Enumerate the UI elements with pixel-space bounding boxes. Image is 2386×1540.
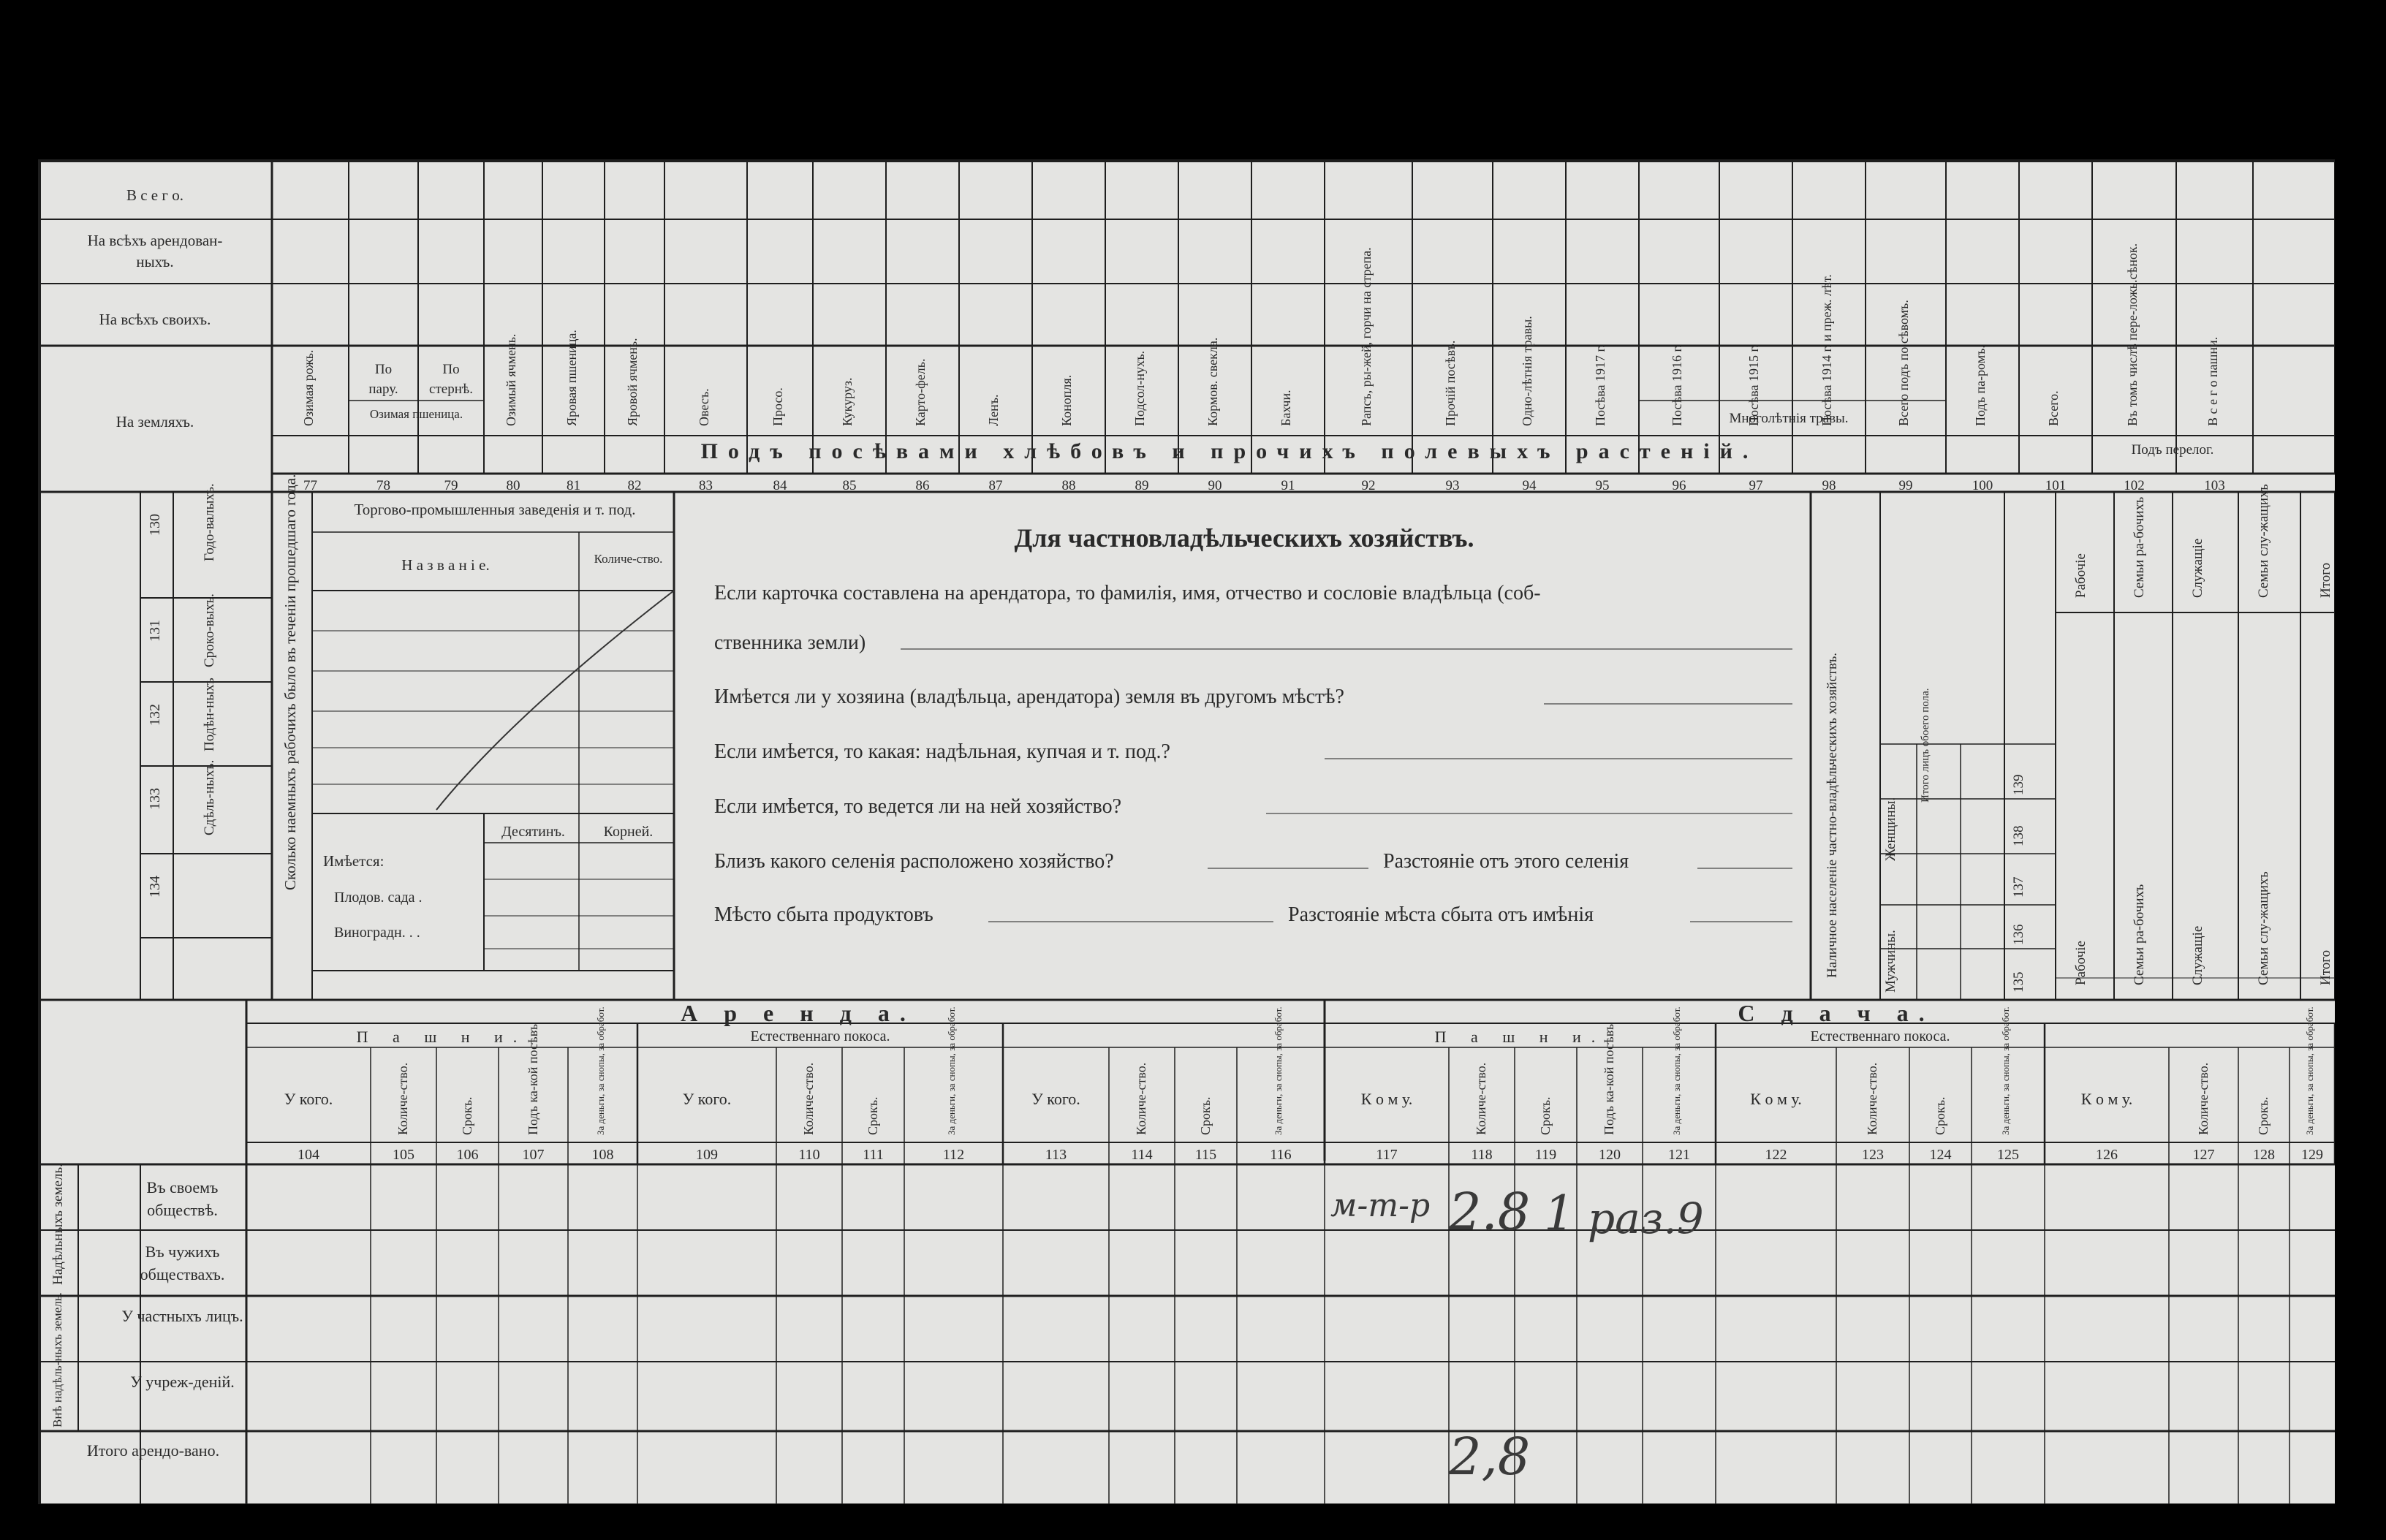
crop-header: Овесъ. [696,388,711,426]
lease-col-number: 126 [2096,1147,2118,1163]
lease-col-header: За деньги, за снопы, за обработ. [2000,1006,2011,1135]
sdacha-title: С д а ч а. [1738,1000,1935,1026]
lease-col-header: За деньги, за снопы, за обработ. [945,1006,957,1135]
lease-col-header: Количе-ство. [801,1062,816,1135]
q-market: Мѣсто сбыта продуктовъ [714,903,933,926]
crop-header: Кукуруз. [840,377,855,426]
lease-col-number: 114 [1131,1147,1153,1163]
pop-col-top: Семьи ра-бочихъ [2132,496,2147,598]
pop-num: 137 [2011,876,2026,898]
crop-column-number: 97 [1749,478,1763,493]
lease-col-number: 108 [591,1147,614,1163]
lease-col-number: 105 [393,1147,414,1163]
lease-col-number: 120 [1599,1147,1621,1163]
pop-num: 139 [2011,774,2026,795]
lease-col-number: 104 [298,1147,319,1163]
lease-col-number: 121 [1668,1147,1690,1163]
lease-col-number: 128 [2253,1147,2275,1163]
crop-header: Подсол-нухъ. [1132,350,1147,426]
crop-header: Озимая рожь. [300,349,316,426]
crop-header: Посѣва 1915 г. [1746,344,1761,426]
crop-header: Ленъ. [986,394,1001,426]
hired-num: 133 [147,788,163,810]
lease-col-header: Срокъ. [1197,1096,1213,1135]
crop-header: По пару. [368,362,398,397]
crop-column-number: 83 [699,478,713,493]
crop-header: Одно-лѣтнія травы. [1520,316,1534,426]
lease-col-header: За деньги, за снопы, за обработ. [1273,1006,1284,1135]
row-label-na-zemlyah: На земляхъ. [115,413,194,430]
sdacha-pashni: П а ш н и. [1434,1028,1606,1046]
crop-header: Въ томъ числѣ пере-ложь.сѣнок. [2124,243,2140,426]
lease-col-header: У кого. [682,1090,732,1108]
pop-col-bottom: Итого [2318,949,2333,985]
crop-header: Яровая пшеница. [564,330,579,426]
pop-col-bottom: Семьи слу-жащихъ [2256,871,2271,985]
lease-col-number: 129 [2301,1147,2323,1163]
hired-num: 134 [147,876,163,898]
crop-header: По стернѣ. [429,362,473,397]
lease-col-header: Подъ ка-кой посѣвъ [525,1023,540,1135]
crop-header: В с е г о пашни. [2205,336,2220,426]
hw-raz: раз.9 [1588,1194,1704,1243]
crop-column-number: 102 [2124,478,2145,493]
crop-header: Просо. [770,387,785,426]
crop-column-number: 96 [1672,478,1686,493]
pop-women: Женщины. [1883,797,1898,861]
arenda-pokos: Естественнаго покоса. [750,1028,890,1044]
pop-col-bottom: Рабочіе [2073,941,2088,985]
lease-col-header: Срокъ. [1537,1096,1553,1135]
q-land-type: Если имѣется, то какая: надѣльная, купчая и т. под.? [714,740,1170,763]
lease-col-header: У кого. [1031,1090,1080,1108]
lease-col-header: К о м у. [1750,1090,1802,1108]
pop-num: 138 [2011,825,2026,846]
lease-col-header: Срокъ. [2256,1096,2271,1135]
sdacha-pokos: Естественнаго покоса. [1810,1028,1950,1044]
lease-col-header: Количе-ство. [1865,1062,1879,1135]
lease-col-header: Срокъ. [865,1096,880,1135]
pop-col-top: Служащіе [2190,538,2205,598]
lease-col-header: Количе-ство. [2195,1062,2211,1135]
hw-1: 1 [1544,1186,1575,1242]
lease-col-header: У кого. [284,1090,333,1108]
hw-28: 2.8 [1449,1182,1531,1242]
crop-column-number: 91 [1281,478,1295,493]
subhead-fallow: Подъ перелог. [2131,442,2214,458]
crop-column-number: 103 [2204,478,2225,493]
lease-col-number: 127 [2192,1147,2215,1163]
crops-banner: Подъ посѣвами хлѣбовъ и прочихъ полевыхъ растеній. [700,439,1759,463]
lease-col-header: Количе-ство. [395,1062,410,1135]
lease-col-header: Количе-ство. [1474,1062,1488,1135]
crop-column-number: 86 [915,478,930,493]
pop-num: 135 [2011,971,2026,993]
crop-header: Посѣва 1917 г. [1593,344,1607,426]
lease-col-header: За деньги, за снопы, за обработ. [594,1006,606,1135]
crop-column-number: 79 [444,478,458,493]
crop-header: Рапсъ, ры-жей, горчи на стрепа. [1359,247,1374,426]
census-card-sheet [38,159,2335,1504]
hw-mtr: м-т-р [1330,1187,1431,1224]
hired-workers-label: Сколько наемныхъ рабочихъ было въ теченіи прошедшаго года. [281,474,299,890]
row-label-arendovannyh: На всѣхъ арендован- ныхъ. [87,232,223,271]
subhead-perennial: Многолѣтнія травы. [1729,411,1849,426]
hired-num: 130 [147,514,163,536]
crop-header: Кормов. свекла. [1205,337,1220,426]
crop-header: Прочій посѣвъ. [1443,340,1458,426]
crop-column-number: 98 [1822,478,1836,493]
crop-header: Всего. [2046,390,2061,426]
enterprise-orchard: Плодов. сада . [334,890,423,906]
lease-col-header: К о м у. [1360,1090,1413,1108]
enterprise-roots: Корней. [603,824,654,840]
crop-column-number: 84 [773,478,787,493]
q-farming: Если имѣется, то ведется ли на ней хозяйство? [714,795,1121,818]
pop-col-top: Итого [2318,562,2333,598]
pop-total-both: Итого лицъ обоего пола. [1920,688,1931,803]
lease-col-number: 119 [1534,1147,1557,1163]
crop-header: Всего подъ по сѣвомъ. [1896,300,1911,426]
crop-header: Бахчи. [1279,390,1293,426]
crop-column-number: 88 [1061,478,1076,493]
hired-num: 132 [147,704,163,726]
q-market-distance: Разстояніе мѣста сбыта отъ имѣнія [1288,903,1594,926]
crop-column-number: 77 [303,478,317,493]
crop-column-number: 101 [2045,478,2067,493]
lease-row-own: Въ своемъ обществѣ. [146,1178,219,1219]
hired-label: Сдѣль-ныхъ. [202,759,217,835]
hired-label: Годо-валыхъ. [202,483,217,561]
lease-row-vne: Внѣ надѣль-ныхъ земель. [50,1292,64,1427]
arenda-title: А р е н д а. [681,1000,916,1026]
lease-col-number: 112 [942,1147,965,1163]
lease-col-number: 109 [696,1147,718,1163]
lease-col-header: К о м у. [2080,1090,2133,1108]
crop-header: Посѣва 1914 г. и преж. лѣт. [1819,274,1834,426]
crop-header: Подъ па-ромъ. [1973,345,1988,426]
lease-col-number: 115 [1194,1147,1217,1163]
pop-col-bottom: Служащіе [2190,925,2205,985]
lease-row-institutions: У учреж-деній. [130,1373,235,1391]
enterprise-has: Имѣется: [323,852,385,870]
lease-col-header: За деньги, за снопы, за обработ. [1671,1006,1682,1135]
lease-col-header: Срокъ. [459,1096,474,1135]
lease-col-number: 124 [1929,1147,1952,1163]
crop-column-number: 82 [627,478,642,493]
lease-col-number: 118 [1471,1147,1493,1163]
pop-men: Мужчины. [1883,930,1898,993]
lease-col-number: 106 [456,1147,479,1163]
enterprise-desyatin: Десятинъ. [501,824,565,840]
crop-column-number: 92 [1361,478,1376,493]
crop-column-number: 81 [567,478,580,493]
enterprise-qty-col: Количе-ство. [594,552,663,566]
lease-col-header: За деньги, за снопы, за обработ. [2304,1006,2315,1135]
crop-header: Конопля. [1059,374,1074,426]
lease-row-nadel: Надѣльныхъ земель. [50,1164,66,1285]
lease-row-total: Итого арендо-вано. [86,1441,220,1460]
crop-column-number: 100 [1972,478,1993,493]
crop-column-number: 85 [842,478,857,493]
q-village: Близъ какого селенія расположено хозяйство? [714,850,1114,873]
enterprise-vineyard: Виноградн. . . [334,925,420,941]
lease-col-number: 107 [522,1147,545,1163]
lease-col-header: Количе-ство. [1134,1062,1148,1135]
lease-col-number: 113 [1045,1147,1067,1163]
enterprise-name-col: Н а з в а н і е. [401,556,490,574]
lease-col-number: 116 [1270,1147,1292,1163]
row-label-svoih: На всѣхъ своихъ. [99,311,211,328]
crop-header: Посѣва 1916 г. [1670,344,1684,426]
arenda-pashni: П а ш н и. [356,1028,528,1046]
pop-col-top: Рабочіе [2073,553,2088,598]
population-title: Наличное населеніе частно-владѣльческихъ хозяйствъ. [1825,652,1840,978]
lease-row-private: У частныхъ лицъ. [121,1307,243,1325]
lease-row-others: Въ чужихъ обществахъ. [140,1243,225,1283]
lease-col-number: 110 [798,1147,820,1163]
crop-column-number: 94 [1522,478,1537,493]
crop-column-number: 89 [1135,478,1149,493]
crop-column-number: 90 [1208,478,1222,493]
crop-column-number: 78 [376,478,390,493]
lease-col-header: Срокъ. [1932,1096,1947,1135]
q-owner: Если карточка составлена на арендатора, то фамилія, имя, отчество и сословіе владѣльца (соб- [714,582,1541,604]
lease-col-number: 111 [863,1147,884,1163]
q-owner-cont: ственника земли) [714,631,866,654]
lease-col-number: 122 [1765,1147,1787,1163]
pop-col-top: Семьи слу-жащихъ [2256,484,2271,598]
crop-column-number: 87 [988,478,1003,493]
subhead-winter-wheat: Озимая пшеница. [369,407,463,421]
lease-col-number: 117 [1376,1147,1398,1163]
hired-label: Подѣн-ныхъ [202,678,217,751]
crop-column-number: 80 [506,478,520,493]
pop-num: 136 [2011,924,2026,945]
crop-header: Озимый ячмень. [504,333,518,426]
q-village-distance: Разстояніе отъ этого селенія [1383,850,1629,873]
lease-col-header: Подъ ка-кой посѣвъ [1602,1023,1616,1135]
q-other-land: Имѣется ли у хозяина (владѣльца, арендатора) земля въ другомъ мѣстѣ? [714,686,1344,708]
lease-col-number: 125 [1997,1147,2019,1163]
crop-header: Карто-фель. [913,358,928,426]
hired-label: Сроко-выхъ. [202,593,217,667]
lease-col-number: 123 [1862,1147,1884,1163]
crop-column-number: 99 [1898,478,1913,493]
enterprise-title: Торгово-промышленныя заведенія и т. под. [354,501,636,518]
crop-column-number: 95 [1595,478,1610,493]
crop-column-number: 93 [1445,478,1460,493]
hw-28-total: 2,8 [1449,1427,1531,1487]
private-title: Для частновладѣльческихъ хозяйствъ. [1014,523,1474,553]
crop-header: Яровой ячмень. [625,338,640,426]
pop-col-bottom: Семьи ра-бочихъ [2132,884,2147,985]
row-label-vsego: В с е г о. [126,186,183,204]
hired-num: 131 [147,620,163,642]
